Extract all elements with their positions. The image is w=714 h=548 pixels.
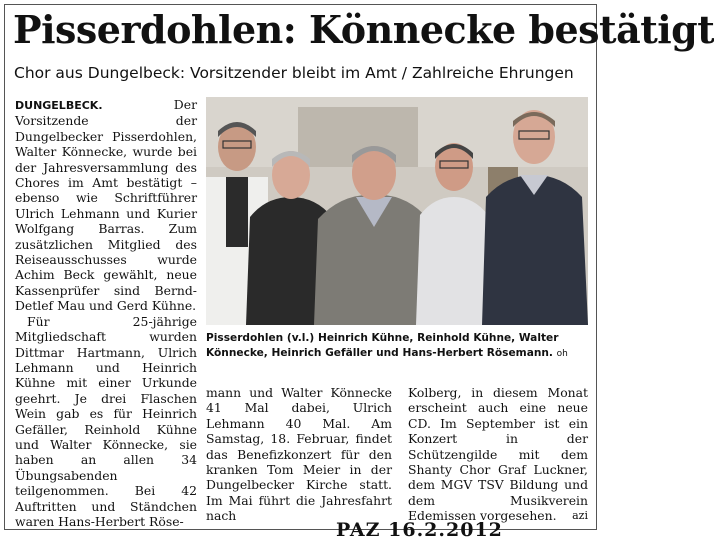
dateline: DUNGELBECK. [15, 99, 103, 112]
text-column-2 [206, 385, 392, 524]
photo-credit: oh [556, 349, 568, 359]
paragraph-4-text: Kolberg, in diesem Monat erscheint auch eine neue CD. Im September ist ein Konzert in der Schützengilde mit dem Shanty Chor Graf Luckner, dem MGV TSV Bildung und dem Musikverein Edemissen vorgesehen. [408, 385, 588, 524]
subheadline: Chor aus Dungelbeck: Vorsitzender bleibt im Amt / Zahlreiche Ehrungen [14, 64, 574, 82]
author-initials: azi [572, 509, 588, 523]
paragraph-intro [15, 97, 197, 314]
photo-caption [206, 331, 588, 362]
group-photo-image [206, 97, 588, 325]
paragraph-1-text: Der Vorsitzende der Dungelbecker Pisserdohlen, Walter Könnecke, wurde bei der Jahresversammlung des Chores im Amt bestätigt – ebenso wie Schriftführer Ulrich Lehmann und Kurier Wolfgang Barras. Zum zusätzlichen Mitglied des Reiseausschusses wurde Achim Beck gewählt, neue Kassenprüfer sind Bernd-Detlef Mau und Gerd Kühne. [15, 97, 197, 314]
paragraph-4 [408, 385, 588, 524]
caption-text: Pisserdohlen (v.l.) Heinrich Kühne, Reinhold Kühne, Walter Könnecke, Heinrich Gefäller und Hans-Herbert Rösemann. [206, 332, 559, 359]
group-photo [206, 97, 588, 325]
paragraph-2: Für 25-jährige Mitgliedschaft wurden Dittmar Hartmann, Ulrich Lehmann und Heinrich Kühne mit einer Urkunde geehrt. Je drei Flaschen Wein gab es für Heinrich Gefäller, Reinhold Kühne und Walter Könnecke, sie haben an allen 34 Übungsabenden teilgenommen. Bei 42 Auftritten und Ständchen waren Hans-Herbert Röse- [15, 313, 197, 529]
paragraph-3: mann und Walter Könnecke 41 Mal dabei, Ulrich Lehmann 40 Mal. Am Samstag, 18. Februar, findet das Benefizkonzert für den kranken Tom Meier in der Dungelbecker Kirche statt. Im Mai führt die Jahresfahrt nach [206, 385, 392, 524]
text-column-3 [408, 385, 588, 524]
headline: Pisserdohlen: Könnecke bestätigt [13, 7, 714, 52]
text-column-1 [15, 97, 197, 529]
source-note: PAZ 16.2.2012 [336, 519, 503, 541]
